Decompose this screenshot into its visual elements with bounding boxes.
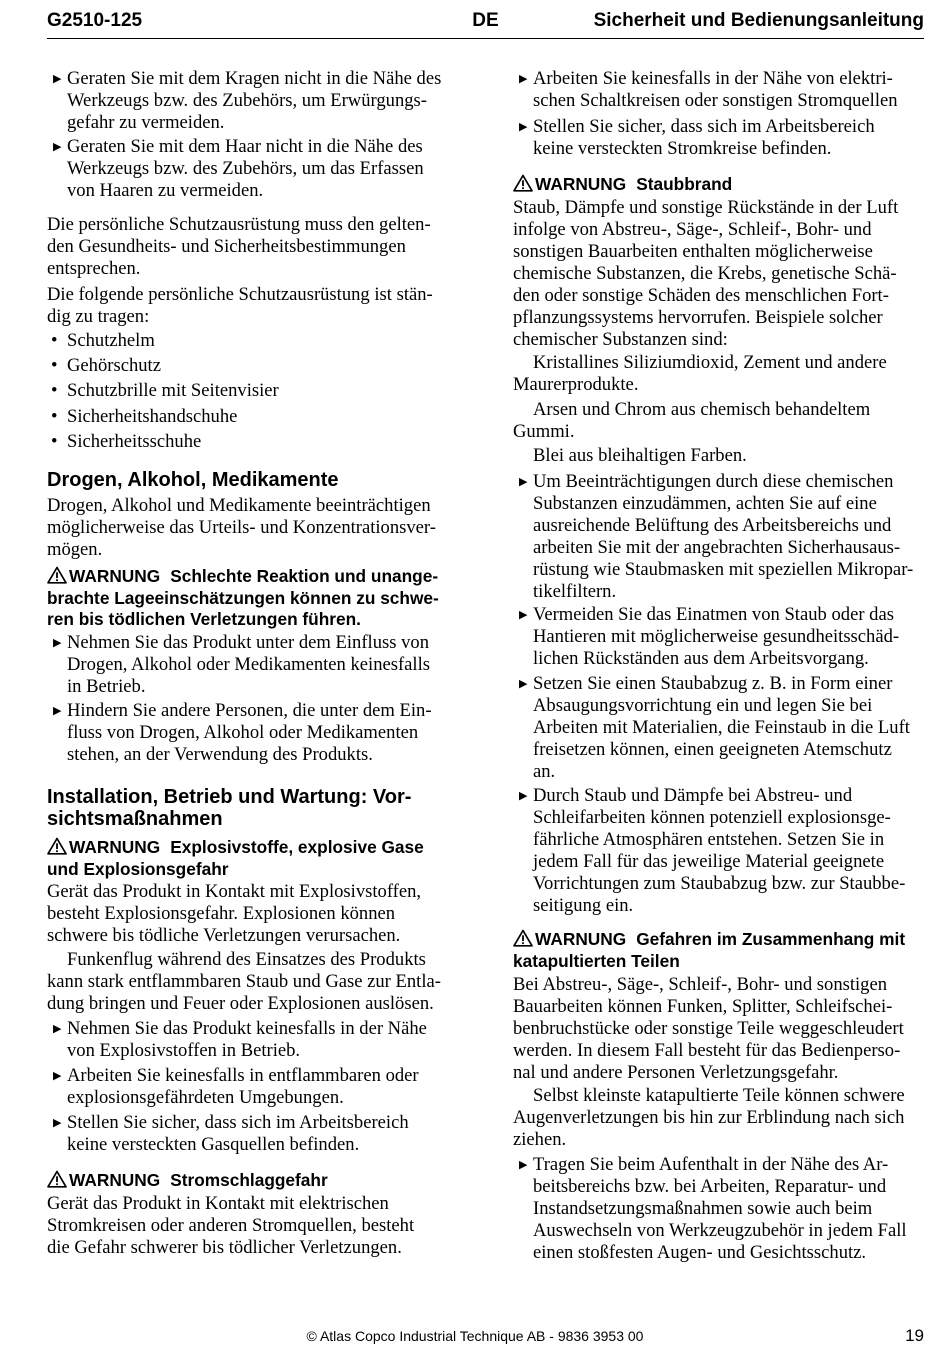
bullet-dot-icon: •: [51, 355, 58, 376]
text-line: beitsbereichs bzw. bei Arbeiten, Reparatur- und: [533, 1176, 887, 1197]
warning-label: WARNUNG: [535, 174, 627, 194]
text-line: möglicherweise das Urteils- und Konzentrationsver-: [47, 517, 436, 538]
paragraph: [513, 399, 925, 443]
text-line: Nehmen Sie das Produkt unter dem Einfluss von: [67, 632, 430, 653]
text-line: in Betrieb.: [67, 676, 146, 697]
warning-title: Schlechte Reaktion und unange-: [170, 566, 439, 586]
text-line: Stromkreisen oder anderen Stromquellen, besteht: [47, 1215, 415, 1236]
list-item-text: Schutzhelm: [67, 330, 155, 351]
warning-label: WARNUNG: [69, 1170, 161, 1190]
text-line: stehen, an der Verwendung des Produkts.: [67, 744, 373, 765]
text-line: die Gefahr schwerer bis tödlicher Verletzungen.: [47, 1237, 402, 1258]
warning-title: brachte Lageeinschätzungen können zu schwe-: [47, 587, 439, 608]
text-line: Vorrichtungen zum Staubabzug bzw. zur Staubbe-: [533, 873, 906, 894]
warning-triangle-icon: [47, 566, 67, 584]
text-line: Geraten Sie mit dem Kragen nicht in die Nähe des: [67, 68, 442, 89]
text-line: ausreichende Belüftung des Arbeitsbereichs und: [533, 515, 892, 536]
warning-heading: [513, 929, 925, 972]
text-line: freisetzen können, einen geeigneten Atemschutz: [533, 739, 892, 760]
warning-title: katapultierten Teilen: [513, 950, 680, 971]
arrow-bullet-icon: ▶: [519, 121, 528, 133]
section-heading: Drogen, Alkohol, Medikamente: [47, 469, 339, 491]
warning-triangle-icon: [513, 929, 533, 947]
text-line: kann stark entflammbaren Staub und Gase zur Entla-: [47, 971, 441, 992]
text-line: Arsen und Chrom aus chemisch behandeltem: [533, 399, 871, 420]
text-line: Um Beeinträchtigungen durch diese chemischen: [533, 471, 894, 492]
text-line: seitigung ein.: [533, 895, 634, 916]
text-line: rüstung wie Staubmasken mit speziellen Mikropar-: [533, 559, 914, 580]
paragraph: [513, 445, 925, 467]
copyright-text: © Atlas Copco Industrial Technique AB - 9836 3953 00: [306, 1328, 644, 1344]
text-line: Instandsetzungsmaßnahmen sowie auch beim: [533, 1198, 873, 1219]
text-line: Die folgende persönliche Schutzausrüstung ist stän-: [47, 284, 433, 305]
text-line: den oder sonstige Schäden des menschlichen Fort-: [513, 285, 889, 306]
arrow-bullet-icon: ▶: [53, 1070, 62, 1082]
heading-line: sichtsmaßnahmen: [47, 808, 223, 830]
text-line: Geraten Sie mit dem Haar nicht in die Nähe des: [67, 136, 423, 157]
text-line: einen stoßfesten Augen- und Gesichtsschutz.: [533, 1242, 867, 1263]
text-line: nal und andere Personen Verletzungsgefahr.: [513, 1062, 839, 1083]
document-code: G2510-125: [47, 10, 143, 31]
warning-heading: [47, 566, 457, 631]
text-line: sonstigen Bauarbeiten enthalten möglicherweise: [513, 241, 873, 262]
text-line: fluss von Drogen, Alkohol oder Medikamenten: [67, 722, 419, 743]
text-line: Auswechseln von Werkzeugzubehör in jedem Fall: [533, 1220, 907, 1241]
list-item-text: Gehörschutz: [67, 355, 161, 376]
arrow-bullet-icon: ▶: [519, 1159, 528, 1171]
text-line: mögen.: [47, 539, 103, 560]
text-line: Werkzeugs bzw. des Zubehörs, um das Erfassen: [67, 158, 424, 179]
warning-title: Staubbrand: [636, 174, 733, 194]
page-number: 19: [905, 1326, 924, 1345]
text-line: Bei Abstreu-, Säge-, Schleif-, Bohr- und sonstigen: [513, 974, 888, 995]
paragraph: [47, 214, 457, 280]
arrow-bullet-icon: ▶: [519, 790, 528, 802]
warning-title: Gefahren im Zusammenhang mit: [636, 929, 906, 949]
warning-title: Stromschlaggefahr: [170, 1170, 328, 1190]
arrow-bullet-icon: ▶: [53, 1117, 62, 1129]
arrow-bullet-icon: ▶: [53, 637, 62, 649]
text-line: werden. In diesem Fall besteht für das Bedienperso-: [513, 1040, 901, 1061]
header-title: Sicherheit und Bedienungsanleitung: [593, 10, 924, 31]
language-code: DE: [472, 10, 499, 31]
text-line: Stellen Sie sicher, dass sich im Arbeitsbereich: [533, 116, 875, 137]
warning-triangle-icon: [513, 174, 533, 192]
text-line: chemischer Substanzen sind:: [513, 329, 728, 350]
warning-heading: [47, 837, 457, 880]
text-line: tikelfiltern.: [533, 581, 617, 602]
text-line: keine versteckten Gasquellen befinden.: [67, 1134, 360, 1155]
list-item-text: Sicherheitshandschuhe: [67, 406, 238, 427]
text-line: Kristallines Siliziumdioxid, Zement und andere: [533, 352, 887, 373]
text-line: jedem Fall für das jeweilige Material geeignete: [533, 851, 885, 872]
text-line: fährliche Atmosphären entstehen. Setzen Sie in: [533, 829, 885, 850]
text-line: an.: [533, 761, 556, 782]
arrow-bullet-icon: ▶: [519, 678, 528, 690]
arrow-bullet-icon: ▶: [53, 705, 62, 717]
warning-heading: [513, 174, 925, 196]
text-line: Die persönliche Schutzausrüstung muss den gelten-: [47, 214, 431, 235]
text-line: schwere bis tödliche Verletzungen verursachen.: [47, 925, 401, 946]
text-line: von Haaren zu vermeiden.: [67, 180, 264, 201]
bullet-dot-icon: •: [51, 406, 58, 427]
text-line: Vermeiden Sie das Einatmen von Staub oder das: [533, 604, 894, 625]
text-line: lichen Rückständen aus dem Arbeitsvorgang.: [533, 648, 869, 669]
text-line: Hindern Sie andere Personen, die unter dem Ein-: [67, 700, 432, 721]
bullet-dot-icon: •: [51, 431, 58, 452]
text-line: Tragen Sie beim Aufenthalt in der Nähe des Ar-: [533, 1154, 889, 1175]
text-line: gefahr zu vermeiden.: [67, 112, 225, 133]
warning-triangle-icon: [47, 837, 67, 855]
text-line: Setzen Sie einen Staubabzug z. B. in Form einer: [533, 673, 893, 694]
section-heading: [47, 786, 457, 830]
paragraph: [513, 1085, 925, 1151]
paragraph: [47, 495, 457, 561]
text-line: Stellen Sie sicher, dass sich im Arbeitsbereich: [67, 1112, 409, 1133]
text-line: Bauarbeiten können Funken, Splitter, Schleifschei-: [513, 996, 893, 1017]
text-line: dung bringen und Feuer oder Explosionen auslösen.: [47, 993, 434, 1014]
text-line: Substanzen einzudämmen, achten Sie auf eine: [533, 493, 877, 514]
warning-triangle-icon: [47, 1170, 67, 1188]
warning-label: WARNUNG: [69, 837, 161, 857]
text-line: Absaugungsvorrichtung ein und legen Sie bei: [533, 695, 873, 716]
text-line: schen Schaltkreisen oder sonstigen Stromquellen: [533, 90, 898, 111]
text-line: pflanzungssystems hervorrufen. Beispiele solcher: [513, 307, 883, 328]
text-line: Selbst kleinste katapultierte Teile können schwere: [533, 1085, 905, 1106]
warning-title: Explosivstoffe, explosive Gase: [170, 837, 424, 857]
page-header: [47, 10, 924, 39]
paragraph: [47, 881, 457, 947]
arrow-bullet-icon: ▶: [519, 609, 528, 621]
warning-title: und Explosionsgefahr: [47, 858, 229, 879]
list-item-text: Schutzbrille mit Seitenvisier: [67, 380, 279, 401]
text-line: Gummi.: [513, 421, 575, 442]
text-line: benbruchstücke oder sonstige Teile weggeschleudert: [513, 1018, 904, 1039]
list-item-text: Sicherheitsschuhe: [67, 431, 202, 452]
text-line: explosionsgefährdeten Umgebungen.: [67, 1087, 344, 1108]
paragraph: [513, 352, 925, 396]
text-line: Schleifarbeiten können potenziell explosionsge-: [533, 807, 891, 828]
text-line: Arbeiten mit Materialien, die Feinstaub in die Luft: [533, 717, 910, 738]
warning-title: ren bis tödlichen Verletzungen führen.: [47, 609, 361, 629]
text-line: arbeiten Sie mit der angebrachten Sicherhausaus-: [533, 537, 901, 558]
text-line: Werkzeugs bzw. des Zubehörs, um Erwürgungs-: [67, 90, 427, 111]
text-line: entsprechen.: [47, 258, 141, 279]
heading-line: Installation, Betrieb und Wartung: Vor-: [47, 786, 412, 808]
text-line: Gerät das Produkt in Kontakt mit elektrischen: [47, 1193, 389, 1214]
arrow-bullet-icon: ▶: [53, 1023, 62, 1035]
text-line: dig zu tragen:: [47, 306, 150, 327]
arrow-bullet-icon: ▶: [53, 141, 62, 153]
text-line: Arbeiten Sie keinesfalls in entflammbaren oder: [67, 1065, 419, 1086]
text-line: Gerät das Produkt in Kontakt mit Explosivstoffen,: [47, 881, 422, 902]
text-line: den Gesundheits- und Sicherheitsbestimmungen: [47, 236, 406, 257]
paragraph: [47, 949, 457, 1015]
text-line: Funkenflug während des Einsatzes des Produkts: [67, 949, 426, 970]
paragraph: [513, 974, 925, 1084]
text-line: Nehmen Sie das Produkt keinesfalls in der Nähe: [67, 1018, 427, 1039]
text-line: Drogen, Alkohol oder Medikamenten keinesfalls: [67, 654, 431, 675]
text-line: Durch Staub und Dämpfe bei Abstreu- und: [533, 785, 853, 806]
arrow-bullet-icon: ▶: [519, 73, 528, 85]
bullet-dot-icon: •: [51, 380, 58, 401]
text-line: Blei aus bleihaltigen Farben.: [533, 445, 747, 466]
text-line: keine versteckten Stromkreise befinden.: [533, 138, 832, 159]
text-line: Staub, Dämpfe und sonstige Rückstände in der Luft: [513, 197, 899, 218]
bullet-dot-icon: •: [51, 330, 58, 351]
warning-label: WARNUNG: [69, 566, 161, 586]
paragraph: [47, 284, 457, 328]
text-line: chemische Substanzen, die Krebs, genetische Schä-: [513, 263, 897, 284]
paragraph: [47, 1193, 457, 1259]
page-footer: [0, 1328, 950, 1348]
warning-heading: [47, 1170, 457, 1192]
text-line: von Explosivstoffen in Betrieb.: [67, 1040, 301, 1061]
text-line: Drogen, Alkohol und Medikamente beeinträchtigen: [47, 495, 431, 516]
text-line: Augenverletzungen bis hin zur Erblindung nach sich: [513, 1107, 905, 1128]
text-line: ziehen.: [513, 1129, 567, 1150]
arrow-bullet-icon: ▶: [53, 73, 62, 85]
arrow-bullet-icon: ▶: [519, 476, 528, 488]
text-line: infolge von Abstreu-, Säge-, Schleif-, Bohr- und: [513, 219, 872, 240]
text-line: besteht Explosionsgefahr. Explosionen können: [47, 903, 396, 924]
paragraph: [513, 197, 925, 351]
text-line: Hantieren mit möglicherweise gesundheitsschäd-: [533, 626, 900, 647]
warning-label: WARNUNG: [535, 929, 627, 949]
text-line: Arbeiten Sie keinesfalls in der Nähe von elektri-: [533, 68, 893, 89]
text-line: Maurerprodukte.: [513, 374, 639, 395]
